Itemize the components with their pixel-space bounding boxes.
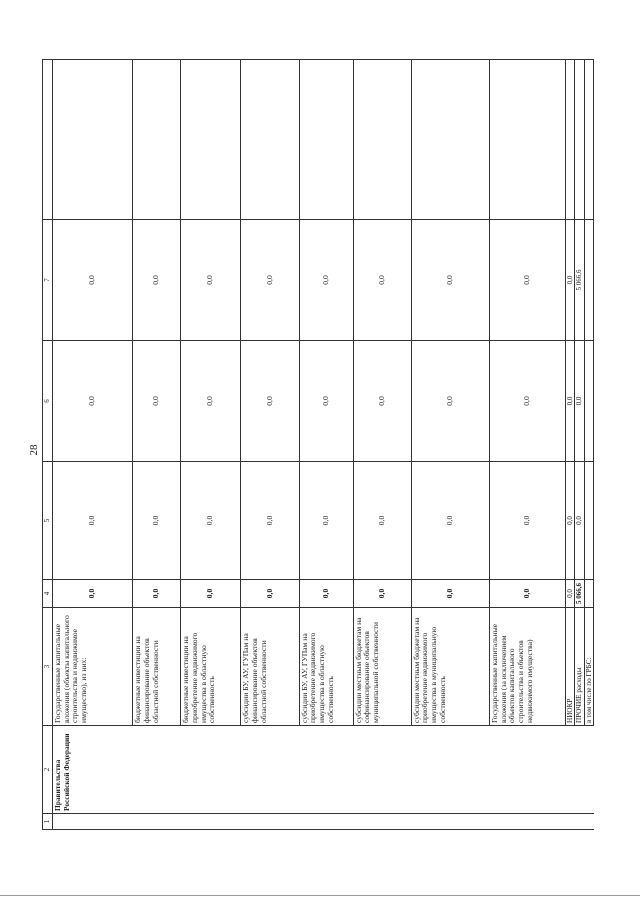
- value-col5: 0,0: [575, 462, 584, 580]
- table-row-small: [584, 60, 593, 830]
- blank-cell: [241, 60, 299, 220]
- blank-cell: [411, 60, 489, 220]
- value-col5: 0,0: [411, 462, 489, 580]
- value-col7: 0,0: [181, 220, 241, 341]
- page-edge-line: [0, 895, 640, 896]
- value-col4: 0,0: [566, 580, 575, 608]
- org-cell: Правительства Российской Федерации: [53, 726, 594, 814]
- col1-cell: [53, 814, 594, 830]
- row-name: Государственные капитальные вложения (за исключением объектов капитального строительства и объектов недвижимого имущества): [489, 608, 565, 726]
- header-cell-3: 3: [43, 608, 53, 726]
- table-row: [133, 60, 181, 830]
- value-col7: 0,0: [411, 220, 489, 341]
- blank-cell: [353, 60, 411, 220]
- value-col5: [584, 462, 593, 580]
- value-col4: 0,0: [353, 580, 411, 608]
- value-col6: [584, 341, 593, 462]
- value-col7: 0,0: [353, 220, 411, 341]
- value-col7: 5 066,6: [575, 220, 584, 341]
- value-col4: 5 066,6: [575, 580, 584, 608]
- header-cell-blank: [43, 60, 53, 220]
- page-number: 28: [28, 444, 40, 456]
- row-name: в том числе по ГРБС:: [584, 608, 593, 726]
- value-col4: 0,0: [53, 580, 133, 608]
- value-col7: [584, 220, 593, 341]
- value-col4: 0,0: [133, 580, 181, 608]
- header-cell-5: 5: [43, 462, 53, 580]
- table-row: [353, 60, 411, 830]
- rotated-table-wrapper: [42, 60, 594, 830]
- value-col5: 0,0: [181, 462, 241, 580]
- header-cell-4: 4: [43, 580, 53, 608]
- row-name: субсидии местным бюджетам на софинансирование объектов муниципальной собственности: [353, 608, 411, 726]
- table-row: [489, 60, 565, 830]
- value-col7: 0,0: [133, 220, 181, 341]
- value-col6: 0,0: [575, 341, 584, 462]
- table-row: [299, 60, 353, 830]
- value-col6: 0,0: [241, 341, 299, 462]
- blank-cell: [133, 60, 181, 220]
- value-col6: 0,0: [566, 341, 575, 462]
- value-col4: 0,0: [181, 580, 241, 608]
- budget-table: [42, 59, 594, 830]
- row-name: бюджетные инвестиции на финансирование объектов областной собственности: [133, 608, 181, 726]
- table-row-small: [575, 60, 584, 830]
- value-col6: 0,0: [489, 341, 565, 462]
- header-cell-2: 2: [43, 726, 53, 814]
- value-col7: 0,0: [566, 220, 575, 341]
- table-row: [53, 60, 133, 830]
- value-col7: 0,0: [53, 220, 133, 341]
- row-name: субсидии БУ, АУ, ГУПам на приобретение недвижимого имущества в областную собственность: [299, 608, 353, 726]
- value-col6: 0,0: [53, 341, 133, 462]
- blank-cell: [566, 60, 575, 220]
- value-col6: 0,0: [181, 341, 241, 462]
- blank-cell: [181, 60, 241, 220]
- value-col4: [584, 580, 593, 608]
- header-cell-1: 1: [43, 814, 53, 830]
- value-col5: 0,0: [566, 462, 575, 580]
- table-row-small: [566, 60, 575, 830]
- header-cell-7: 7: [43, 220, 53, 341]
- row-name: субсидии местным бюджетам на приобретение недвижимого имущества в муниципальную собственность: [411, 608, 489, 726]
- value-col6: 0,0: [133, 341, 181, 462]
- value-col7: 0,0: [241, 220, 299, 341]
- value-col4: 0,0: [489, 580, 565, 608]
- value-col5: 0,0: [241, 462, 299, 580]
- value-col6: 0,0: [353, 341, 411, 462]
- row-name: Государственные капитальные вложения (объекты капитального строительства и недвижимое имущество), из них:: [53, 608, 133, 726]
- value-col5: 0,0: [489, 462, 565, 580]
- header-row: [43, 60, 53, 830]
- value-col7: 0,0: [299, 220, 353, 341]
- blank-cell: [299, 60, 353, 220]
- header-cell-6: 6: [43, 341, 53, 462]
- table-row: [241, 60, 299, 830]
- value-col4: 0,0: [299, 580, 353, 608]
- row-name: НИОКР: [566, 608, 575, 726]
- blank-cell: [489, 60, 565, 220]
- value-col5: 0,0: [299, 462, 353, 580]
- row-name: субсидии БУ, АУ, ГУПам на финансирование объектов областной собственности: [241, 608, 299, 726]
- value-col6: 0,0: [299, 341, 353, 462]
- blank-cell: [53, 60, 133, 220]
- value-col5: 0,0: [133, 462, 181, 580]
- row-name: бюджетные инвестиции на приобретение недвижимого имущества в областную собственность: [181, 608, 241, 726]
- value-col4: 0,0: [241, 580, 299, 608]
- blank-cell: [575, 60, 584, 220]
- value-col5: 0,0: [353, 462, 411, 580]
- value-col5: 0,0: [53, 462, 133, 580]
- table-row: [181, 60, 241, 830]
- value-col4: 0,0: [411, 580, 489, 608]
- row-name: ПРОЧИЕ расходы: [575, 608, 584, 726]
- value-col7: 0,0: [489, 220, 565, 341]
- value-col6: 0,0: [411, 341, 489, 462]
- table-row: [411, 60, 489, 830]
- blank-cell: [584, 60, 593, 220]
